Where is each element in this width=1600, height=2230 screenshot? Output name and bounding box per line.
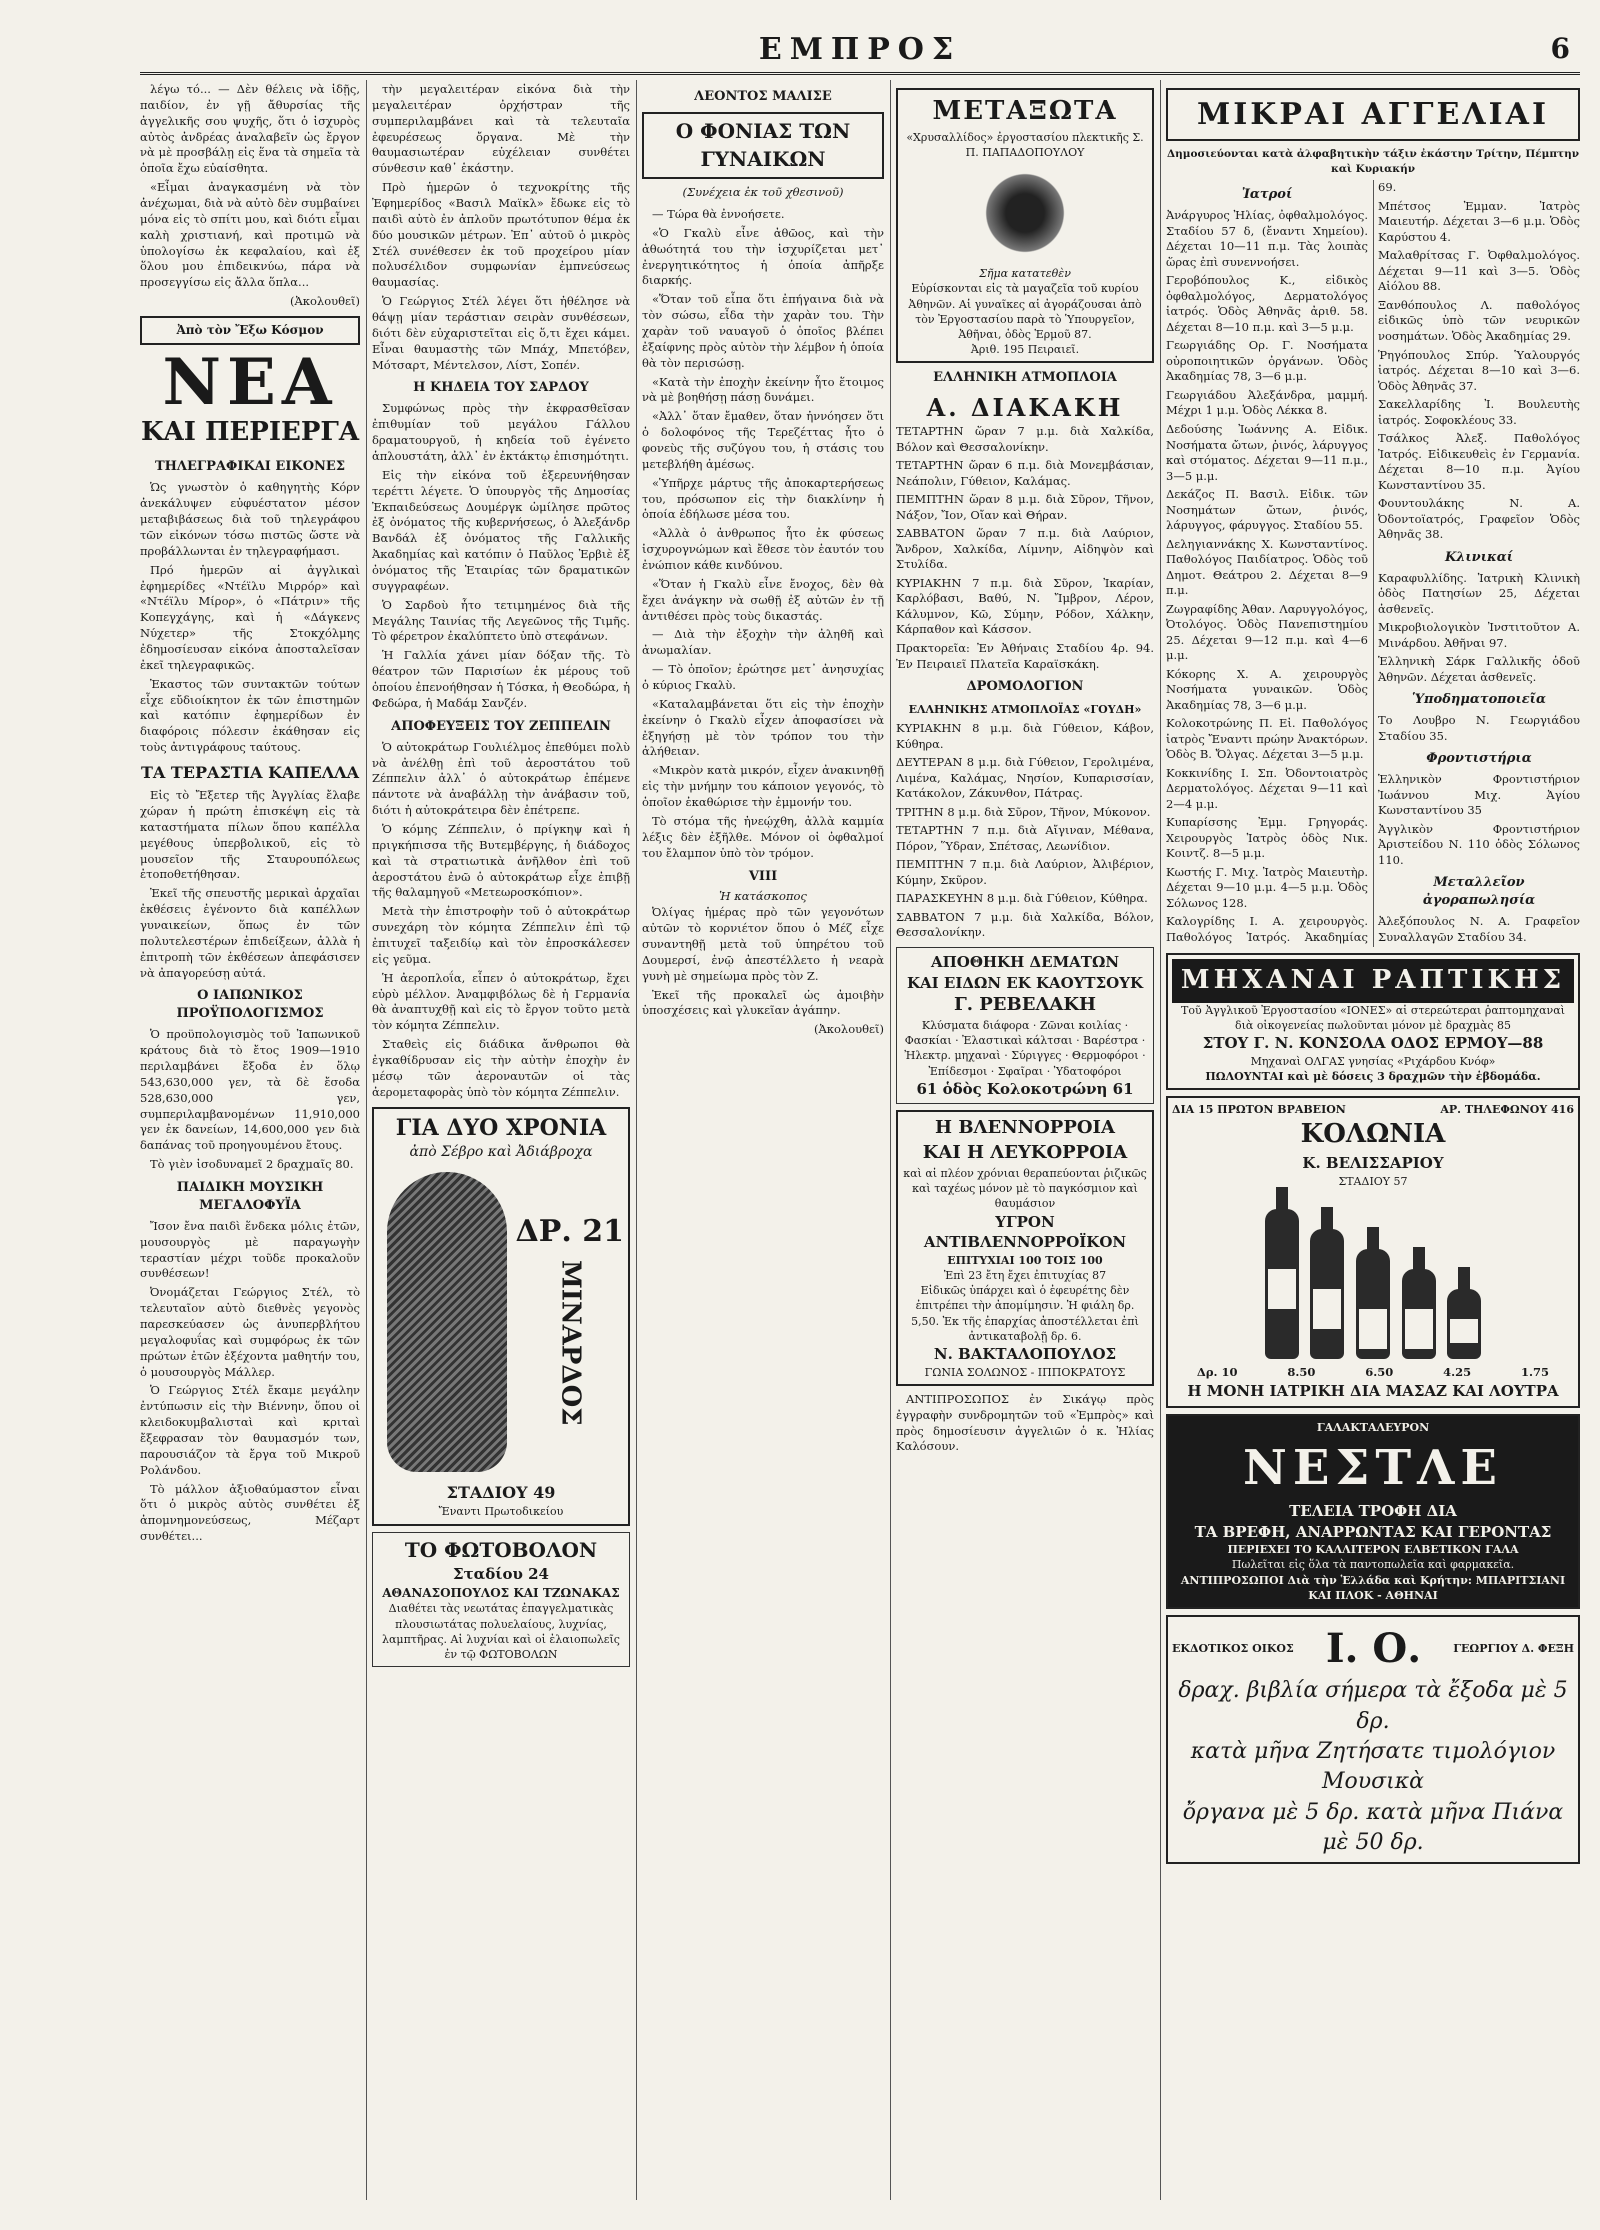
classified-entry: Ἀλεξόπουλος Ν. Α. Γραφεῖον Συναλλαγῶν Σταδίου 34. [1378, 914, 1580, 944]
schedule-list [896, 424, 1154, 672]
paragraph: Τὸ μάλλον ἀξιοθαύμαστον εἶναι ὅτι ὁ μικρὸς αὐτὸς συνθέτει ἐξ ἀπομνημονεύσεως, Μέζαρτ συνθέτει... [140, 1481, 360, 1544]
boot-advertisement [372, 1107, 630, 1526]
bottle-image [1310, 1229, 1344, 1359]
price-tag: 4.25 [1443, 1364, 1472, 1379]
feuilleton-subtitle: (Συνέχεια ἐκ τοῦ χθεσινοῦ) [682, 185, 844, 200]
column-rule [890, 80, 891, 2200]
ad-address: ΣΤΟΥ Γ. Ν. ΚΟΝΣΟΛΑ ΟΔΟΣ ΕΡΜΟΥ—88 [1202, 1034, 1544, 1053]
classifieds-header: ΜΙΚΡΑΙ ΑΓΓΕΛΙΑΙ [1166, 88, 1580, 141]
article-heading: ΠΑΙΔΙΚΗ ΜΟΥΣΙΚΗ ΜΕΓΑΛΟΦΥΪΑ [176, 1180, 324, 1213]
classified-list [1378, 772, 1580, 868]
paragraph: — Τὸ ὁποῖον; ἐρώτησε μετ᾽ ἀνησυχίας ὁ κύριος Γκαλὺ. [642, 662, 884, 693]
column-5 [1166, 82, 1580, 2202]
ad-brand: Ι. Ο. [1325, 1625, 1422, 1672]
continued-note: (Ἀκολουθεῖ) [290, 294, 360, 309]
ad-label: ΓΕΩΡΓΙΟΥ Δ. ΦΕΞΗ [1453, 1642, 1574, 1655]
classifieds-body [1166, 180, 1580, 946]
classified-entry: Ἀγγλικὸν Φροντιστήριον Ἀριστείδου Ν. 110 ὁδὸς Σόλωνος 110. [1378, 821, 1580, 867]
column-1 [140, 82, 360, 2202]
article-heading: Η ΚΗΔΕΙΑ ΤΟΥ ΣΑΡΔΟΥ [413, 380, 589, 396]
ad-text: Τοῦ Ἀγγλικοῦ Ἐργοστασίου «ΙΟΝΕΣ» αἱ στερεώτεραι ῥαπτομηχαναὶ διὰ οἰκογενείας πωλοῦνται μόνον μὲ δραχμὰς 85 [1181, 1003, 1565, 1032]
classified-entry: Γεωργιάδης Ορ. Γ. Νοσήματα οὐροποιητικῶν ὀργάνων. Ὁδὸς Ἀκαδημίας 78, 3—6 μ.μ. [1166, 338, 1368, 384]
ad-price-list [1172, 1365, 1574, 1381]
ad-title: ΑΠΟΘΗΚΗ ΔΕΜΑΤΩΝ [930, 952, 1120, 971]
column-rule [1160, 80, 1161, 2200]
classified-list [1378, 571, 1580, 686]
ad-success: ΕΠΙΤΥΧΙΑΙ 100 ΤΟΙΣ 100 [947, 1253, 1103, 1267]
classified-entry: Μπέτσος Ἐμμαν. Ἰατρὸς Μαιευτήρ. Δέχεται 3—6 μ.μ. Ὁδὸς Καρύστου 4. [1378, 198, 1580, 244]
classified-entry: Ἑλληνικὸν Φροντιστήριον Ἰωάννου Μιχ. Ἀγίου Κωνσταντίνου 35 [1378, 772, 1580, 818]
bottle-image [1356, 1249, 1390, 1359]
paragraph: «Ὅταν ἡ Γκαλὺ εἶνε ἔνοχος, δὲν θὰ ἔχει ἀνάγκην νὰ σωθῇ ἐξ αὐτῶν ἐν τῇ ἀντιθέσει πρὸς τοὺς δικαστάς. [642, 576, 884, 623]
schedule-entry: Πρακτορεῖα: Ἐν Ἀθήναις Σταδίου 4ρ. 94. Ἐν Πειραιεῖ Πλατεῖα Καραϊσκάκη. [896, 641, 1154, 671]
ad-product: ΥΓΡΟΝ ΑΝΤΙΒΛΕΝΝΟΡΡΟΪΚΟΝ [923, 1212, 1127, 1252]
ad-price: ΔΡ. 21 [515, 1213, 624, 1249]
price-tag: 8.50 [1287, 1364, 1316, 1379]
paragraph: «Ἀλλ᾽ ὅταν ἔμαθεν, ὅταν ἠννόησεν ὅτι ὁ δολοφόνος τῆς Τερεζέττας ἦτο ὁ φονεὺς τῆς συζύγου του, ἡ στάσις του μετεβλήθη ἀμέσως. [642, 409, 884, 471]
medicine-advertisement [896, 1110, 1154, 1385]
publisher-advertisement [1166, 1615, 1580, 1864]
ad-subtitle: Σταδίου 24 [452, 1565, 549, 1584]
lamp-advertisement [372, 1532, 630, 1668]
classified-entry: Το Λουβρο Ν. Γεωργιάδου Σταδίου 35. [1378, 713, 1580, 743]
paragraph: Ἴσον ἔνα παιδὶ ἕνδεκα μόλις ἐτῶν, μουσουργὸς μὲ παραγωγὴν τεραστίαν μέχρι τοῦδε προκαλοῦν συνθέσεων! [140, 1218, 360, 1281]
paragraph: Ὡς γνωστὸν ὁ καθηγητὴς Κόρν ἀνεκάλυψεν εὐφυέστατον μέσον μεταβιβάσεως διὰ τοῦ τηλεγράφου τῶν εἰκόνων τόσω πιστῶς ὥστε νὰ προβάλλωνται ἐν τηλεγραφήμασι. [140, 480, 360, 558]
schedule-list [896, 721, 1154, 941]
feuilleton-title: Ο ΦΟΝΙΑΣ ΤΩΝ ΓΥΝΑΙΚΩΝ [642, 112, 884, 179]
shipping-company: ΕΛΛΗΝΙΚΗΣ ΑΤΜΟΠΛΟΪΑΣ «ΓΟΥΔΗ» [908, 702, 1142, 716]
paragraph: Τὸ στόμα τῆς ἠνεῴχθη, ἀλλὰ καμμία λέξις δὲν ἐξῆλθε. Μόνον οἱ ὀφθαλμοί του ἔλαμπον ὑπὸ τὸν τρόμον. [642, 813, 884, 860]
classified-entry: Φουντουλάκης Ν. Α. Ὀδοντοϊατρός, Γραφεῖον Ὁδὸς Ἀθηνᾶς 38. [1378, 496, 1580, 542]
paragraph: Τὸ γιὲν ἰσοδυναμεῖ 2 δραχμαῖς 80. [150, 1157, 354, 1172]
classified-entry: Ζωγραφίδης Ἀθαν. Λαρυγγολόγος, Ὀτολόγος. Ὁδὸς Πανεπιστημίου 25. Δέχεται 9—12 π.μ. καὶ 4—6 μ.μ. [1166, 601, 1368, 663]
column-3 [642, 82, 884, 2202]
classified-entry: Δεδούσης Ἰωάννης Α. Εἰδικ. Νοσήματα ὤτων, ῥινός, λάρυγγος καὶ στόματος. Δέχεται 9—11 π.μ., 3—5 μ.μ. [1166, 422, 1368, 483]
ad-name: Γ. ΡΕΒΕΛΑΚΗ [953, 994, 1097, 1016]
classified-entry: Καραφυλλίδης. Ἱατρικὴ Κλινικὴ ὁδὸς Πατησίων 25, Δέχεται ἀσθενεῖς. [1378, 570, 1580, 616]
ad-agents: ΑΝΤΙΠΡΟΣΩΠΟΙ Διὰ τὴν Ἑλλάδα καὶ Κρήτην: ΜΠΑΡΙΤΣΙΑΝΙ ΚΑΙ ΠΛΟΚ - ΑΘΗΝΑΙ [1180, 1573, 1566, 1602]
ad-address: ΣΤΑΔΙΟΥ 49 [446, 1483, 556, 1503]
schedule-entry: ΠΕΜΠΤΗΝ ὥραν 8 μ.μ. διὰ Σῦρον, Τῆνον, Νάξον, Ἴον, Οἴαν καὶ Θήραν. [896, 492, 1154, 522]
ad-brand: ΜΙΝΑΡΔΟΣ [555, 1260, 586, 1426]
section-header: Ἀπὸ τὸν Ἔξω Κόσμον [140, 316, 360, 345]
classified-entry: Τσάλκος Ἀλεξ. Παθολόγος Ἰατρός. Εἰδικευθεὶς ἐν Γερμανία. Δέχεται 8—10 π.μ. Ἀγίου Κωνσταντίνου 35. [1378, 431, 1580, 492]
nea-subheader: ΚΑΙ ΠΕΡΙΕΡΓΑ [140, 416, 360, 447]
nea-header: ΝΕΑ [162, 344, 338, 420]
paragraph: Εἰς τὸ Ἔξετερ τῆς Ἀγγλίας ἔλαβε χώραν ἡ πρώτη ἐπισκέψη εἰς τὰ καταστήματα πίλων ὅπου καπέλλα μεγέθους ὑπερβολικοῦ, εἰς τὸ μουσεῖον τῆς Σταυρουπόλεως ἐτοποθετήθησαν. [140, 788, 360, 882]
trademark-emblem [980, 168, 1070, 258]
column-4 [896, 82, 1154, 2202]
ad-title: ΜΕΤΑΞΩΤΑ [932, 96, 1118, 126]
column-rule [636, 80, 637, 2200]
paragraph: «Ὁ Γκαλὺ εἶνε ἀθῶος, καὶ τὴν ἀθωότητά του τὴν ἰσχυρίζεται μετ᾽ ἐνεργητικότητος ἡ ὁποία ἀπῆρξε διαρκής. [642, 225, 884, 288]
ad-text: ΤΕΛΕΙΑ ΤΡΟΦΗ ΔΙΑ [1289, 1501, 1457, 1520]
article-heading: Ο ΙΑΠΩΝΙΚΟΣ ΠΡΟΫΠΟΛΟΓΙΣΜΟΣ [176, 988, 324, 1022]
chapter-number: VIII [748, 868, 778, 884]
ad-text: κατὰ μῆνα Ζητήσατε τιμολόγιον Μουσικὰ [1190, 1738, 1556, 1795]
bottle-image [1265, 1209, 1299, 1359]
paragraph: Ὀνομάζεται Γεώργιος Στέλ, τὸ τελευταῖον αὐτὸ διεθνὲς γεγονὸς παρεσκεύασεν ὡς ἀνυπερβλήτου μεγαλοφυΐας καὶ συμφόρως ἐκ τῶν πρώτων ἐτῶν ἐξέχοντα μαθητήν του, ὁ μουσουργὸς Μάλλερ. [140, 1285, 360, 1379]
price-tag: 1.75 [1521, 1364, 1550, 1379]
bottle-image [1447, 1289, 1481, 1359]
ad-text: ΠΩΛΟΥΝΤΑΙ καὶ μὲ δόσεις 3 δραχμῶν τὴν ἑβδομάδα. [1205, 1069, 1541, 1083]
paragraph: Ὁ Σαρδοὺ ἦτο τετιμημένος διὰ τῆς Μεγάλης Ταινίας τῆς Λεγεῶνος τῆς Τιμῆς. Τὸ φέρετρον ἐκαλύπτετο ὑπὸ στεφάνων. [372, 597, 630, 644]
paragraph: «Μικρὸν κατὰ μικρόν, εἶχεν ἀνακινηθῇ εἰς τὴν μνήμην του κάποιον γεγονός, τὸ ὁποῖον ἐκαθώρισε τὴν ἐμμονήν του. [642, 763, 884, 810]
bottle-image [1402, 1269, 1436, 1359]
ad-items: Κλύσματα διάφορα · Ζῶναι κοιλίας · Φασκίαι · Ἐλαστικαὶ κάλτσαι · Βαρέστρα · Ἠλεκτρ. μηχαναὶ · Σύριγγες · Θερμοφόροι · Ἐπίδεσμοι · Σφαῖραι · Ὑδατοφόροι [904, 1019, 1146, 1078]
boot-image [387, 1172, 507, 1472]
article-heading: ΤΗΛΕΓΡΑΦΙΚΑΙ ΕΙΚΟΝΕΣ [154, 459, 346, 475]
paragraph: — Διὰ τὴν ἐξοχὴν τὴν ἀληθῆ καὶ ἀνωμαλίαν. [642, 627, 884, 658]
paragraph: Ἐκεῖ τῆς σπευστῆς μερικαὶ ἀρχαῖαι ἐκθέσεις ἐγένοντο διὰ καπέλλων γυναικείων, ὅπως ἐν τῶν πολυτελεστέρων ἐπιδείξεων, ἀλλὰ ἡ ἐπιτροπὴ τῶν ἐκθέσεων ἀπεφάσισεν νὰ ἀπαγορεύσῃ αὐτά. [140, 886, 360, 980]
page-number: 6 [1550, 32, 1570, 65]
shipping-heading: ΔΡΟΜΟΛΟΓΙΟΝ [966, 679, 1084, 695]
price-tag: 6.50 [1365, 1364, 1394, 1379]
ad-title: ΚΑΙ Η ΛΕΥΚΟΡΡΟΙΑ [922, 1142, 1128, 1164]
ad-text: ὄργανα μὲ 5 δρ. κατὰ μῆνα Πιάνα μὲ 50 δρ. [1182, 1799, 1564, 1855]
paragraph: Ἡ ἀεροπλοΐα, εἶπεν ὁ αὐτοκράτωρ, ἔχει εὐρὺ μέλλον. Ἀναμφιβόλως δὲ ἡ Γερμανία θὰ ἀναπτυχθῇ καὶ εἰς τὸ ἔργον τοῦτο μετὰ τὸν κόμητα Ζέππελιν. [372, 970, 630, 1033]
paragraph: ΑΝΤΙΠΡΟΣΩΠΟΣ ἐν Σικάγῳ πρὸς ἐγγραφὴν συνδρομητῶν τοῦ «Ἐμπρὸς» καὶ πρὸς δημοσίευσιν ἀγγελιῶν ὁ κ. Ἠλίας Καλόσουν. [896, 1391, 1154, 1454]
schedule-entry: ΠΕΜΠΤΗΝ 7 π.μ. διὰ Λαύριον, Ἀλιβέριον, Κύμην, Σκῦρον. [896, 857, 1154, 887]
classified-entry: Ἀνάργυρος Ἠλίας, ὀφθαλμολόγος. Σταδίου 57 δ, (ἔναντι Χημείου). Δέχεται 10—11 π.μ. Τὰς λοιπὰς ὥρας ἐπὶ συνεννοήσει. [1166, 208, 1368, 269]
newspaper-page [140, 30, 1580, 2210]
article-heading: ΤΑ ΤΕΡΑΣΤΙΑ ΚΑΠΕΛΛΑ [141, 763, 359, 782]
classified-entry: Κωστής Γ. Μιχ. Ἰατρὸς Μαιευτὴρ. Δέχεται 9—10 μ.μ. 4—5 μ.μ. Ὁδὸς Σόλωνος 128. [1166, 864, 1368, 910]
ad-subheader: ἀπὸ Σέβρο καὶ Ἀδιάβροχα [409, 1143, 593, 1160]
paragraph: λέγω τό... — Δὲν θέλεις νὰ ἰδῇς, παιδίον, ἐν γῇ ἄθυρσίας τῆς ἀγγελικῆς σου ψυχῆς, ὅτι ὁ ἰσχυρὸς αὐτὸς ἀνδρέας ἀναλαβεῖν ὡς ἔργον νὰ μὲ προσβάλῃ εἰς ἕνα τὰ σημεῖα τὰ ὁποῖα ἔχω εὐαίσθητα. [140, 82, 360, 176]
ad-subtitle: «Χρυσαλλίδος» ἐργοστασίου πλεκτικῆς Σ. Π. ΠΑΠΑΔΟΠΟΥΛΟΥ [906, 130, 1144, 160]
paragraph: — Τώρα θὰ ἐννοήσετε. [652, 206, 785, 221]
classified-entry: Κόκορης Χ. Α. χειρουργὸς Νοσήματα γυναικῶν. Ὁδὸς Ἀκαδημίας 78, 3—6 μ.μ. [1166, 666, 1368, 712]
ad-text: Μηχαναὶ ΟΛΓΑΣ γνησίας «Ριχάρδου Κνόφ» [1250, 1054, 1496, 1068]
classified-entry: Γεροβόπουλος Κ., εἰδικὸς ὀφθαλμολόγος, Δερματολόγος ἰατρός. Ὁδὸς Ἀθηνᾶς ἀριθ. 58. Δέχεται 8—10 π.μ. καὶ 3—5 μ.μ. [1166, 273, 1368, 334]
paragraph: Ὁ Γεώργιος Στέλ ἔκαμε μεγάλην ἐντύπωσιν εἰς τὴν Βιέννην, ὅπου οἱ κλειδοκυμβαλισταὶ καὶ κριταὶ ἔξεφρασαν τὸν θαυμασμόν των, παρουσιάζον τὰ ἔργα τοῦ Μικροῦ Ρολάνδου. [140, 1383, 360, 1477]
paragraph: Ὀλίγας ἡμέρας πρὸ τῶν γεγονότων αὐτῶν τὸ κορνιέτον ὅπου ὁ Μέζ εἶχε συναντηθῇ μετὰ τοῦ ὑπηρέτου τοῦ Δουμερσί, ἐνῷ ἀπεστέλλετο ἡ νεαρὰ γυνὴ μὲ σημείωμα πρὸς τὸν Ζ. [642, 905, 884, 983]
category-heading: Ἰατροί [1241, 187, 1293, 203]
ad-phone: ΑΡ. ΤΗΛΕΦΩΝΟΥ 416 [1440, 1103, 1574, 1117]
ad-text: ΠΕΡΙΕΧΕΙ ΤΟ ΚΑΛΛΙΤΕΡΟΝ ΕΛΒΕΤΙΚΟΝ ΓΑΛΑ [1227, 1543, 1519, 1557]
nestle-advertisement [1166, 1414, 1580, 1609]
ad-subtitle: ΚΑΙ ΕΙΔΩΝ ΕΚ ΚΑΟΥΤΣΟΥΚ [906, 973, 1143, 992]
classified-entry: Κυπαρίσσης Ἐμμ. Γρηγοράς. Χειρουργὸς Ἱατρὸς ὁδὸς Νικ. Κοιντζ. 8—5 μ.μ. [1166, 815, 1368, 861]
schedule-entry: ΤΕΤΑΡΤΗΝ ὥραν 6 π.μ. διὰ Μονεμβάσιαν, Νεάπολιν, Γύθειον, Καλάμας. [896, 458, 1154, 488]
paragraph: «Ὅταν τοῦ εἶπα ὅτι ἐπήγαινα διὰ νὰ τὸν σώσω, εἶδα τὴν χαρὰν του. Τὴν χαρὰν τοῦ ναυαγοῦ ὁ ὁποῖος βλέπει ἐξαίφνης πρὸς αὐτὸν τὴν λέμβον ἡ ὁποία θὰ τὸν περισώσῃ. [642, 292, 884, 370]
ad-address: 61 ὁδὸς Κολοκοτρώνη 61 [916, 1079, 1134, 1098]
sewing-machine-advertisement [1166, 953, 1580, 1090]
paragraph: Συμφώνως πρὸς τὴν ἐκφρασθεῖσαν ἐπιθυμίαν τοῦ μεγάλου Γάλλου δραματουργοῦ, ἡ κηδεία τοῦ ἐγένετο ἁπλουστάτη, ἀλλ᾽ ἐν ἐκτάκτῳ ἐπισημότητι. [372, 401, 630, 463]
ad-text: Εὑρίσκονται εἰς τὰ μαγαζεῖα τοῦ κυρίου Ἀθηνῶν. Αἱ γυναῖκες αἱ ἀγοράζουσαι ἀπὸ τὸν Ἐργοστασίου παρὰ τὸ Ὑπουργεῖον, Ἀθῆναι, ὁδὸς Ἑρμοῦ 87. [908, 282, 1142, 341]
paragraph: Ἐκαστος τῶν συντακτῶν τούτων εἶχε εὔδιοίκητον ἐκ τῶν ἐπιστημῶν καὶ κατόπιν ἐφημερίδων ἐν διαφόροις πόλεσιν ἐκάθησαν εἰς τοὺς ἀντιγράφους ταύτους. [140, 676, 360, 755]
rubber-goods-advertisement [896, 947, 1154, 1105]
paragraph: τὴν μεγαλειτέραν εἰκόνα διὰ τὴν μεγαλειτέραν ὀρχήστραν τῆς συμπεριλαμβάνει καὶ τὰ τελευταῖα ἐφευρέσεως ὄργανα. Μὲ τὴν θαυμασιωτέραν εὐχέλειαν συνθέτει σύνθεσιν καθ᾽ ἑκάστην. [372, 82, 630, 176]
paragraph: Ὁ κόμης Ζέππελιν, ὁ πρίγκηψ καὶ ἡ πριγκήπισσα τῆς Βυτεμβέργης, ἡ διάδοχος καὶ τὰ στρατιωτικὰ ἀνῆλθον ἐπὶ τοῦ ἀεροστάτου ἐνῶ ὁ αὐτοκράτωρ εἶχε ἐπιβῇ τῆς θαλαμηγοῦ «Μετεωροσκόπιον». [372, 821, 630, 900]
paragraph: Πρὸ ἡμερῶν ὁ τεχνοκρίτης τῆς Ἐφημερίδος «Βασιλ Μαϊκλ» ἔδωκε εἰς τὸ παιδὶ αὐτὸ ἐν ἀπλοῦν πρωτότυπον θέμα ἐκ δύο μουσικῶν μέτρων. Ἐπ᾽ αὐτοῦ ὁ μικρὸς Στέλ συνέθεσεν ἐκ τοῦ προχείρου μίαν πολυσέλιδον συμφωνίαν ἐμπνεύσεως θαυμασίας. [372, 180, 630, 290]
price-tag: Δρ. 10 [1196, 1364, 1238, 1379]
classified-entry: Κοκκινίδης Ι. Σπ. Ὀδοντοιατρὸς Δερματολόγος. Δέχεται 9—11 καὶ 2—4 μ.μ. [1166, 765, 1368, 811]
ad-address: ΣΤΑΔΙΟΥ 57 [1338, 1174, 1408, 1188]
category-heading: Φροντιστήρια [1426, 751, 1532, 767]
paragraph: Εἰς τὴν εἰκόνα τοῦ ἐξερευνήθησαν τερέττι λέγετε. Ὁ ὑπουργὸς τῆς Δημοσίας Ἐκπαιδεύσεως Δουμέργκ ὡμίλησε πρῶτος ἐξ ὀνόματος τῆς κυβερνήσεως, ὁ Ἀλεξάνδρ Βανδάλ ἐξ ὀνόματος τῆς Γαλλικῆς Ἀκαδημίας καὶ κατόπιν ὁ Παῦλος Ἐρβιὲ ἐξ ὀνόματος τῆς Ἑταιρίας τῶν δραματικῶν συγγραφέων. [372, 467, 630, 593]
schedule-entry: ΔΕΥΤΕΡΑΝ 8 μ.μ. διὰ Γύθειον, Γερολιμένα, Λιμένα, Καλάμας, Νησίον, Κυπαρισσίαν, Κατάκολον, Ζάκυνθον, Πάτρας. [896, 755, 1154, 801]
paragraph: Ὁ Γεώργιος Στέλ λέγει ὅτι ἠθέλησε νὰ θάψῃ μίαν τεράστιαν σειρὰν συνθέσεων, διότι δὲν εὐχαριστεῖται εἰς ὅ,τι ἔχει κάμει. Εἶναι θαυμαστὴς τῶν Μπάχ, Μπετόβεν, Μότσαρτ, Μέντελσον, Λίστ, Σοπέν. [372, 294, 630, 372]
classified-entry: Μαλαθρίτσας Γ. Ὀφθαλμολόγος. Δέχεται 9—11 καὶ 3—5. Ὁδὸς Αἰόλου 88. [1378, 248, 1580, 294]
cologne-advertisement [1166, 1096, 1580, 1407]
silk-advertisement [896, 88, 1154, 363]
category-heading: Μεταλλεῖον ἀγοραπωλησία [1422, 875, 1536, 909]
schedule-entry: ΣΑΒΒΑΤΟΝ 7 μ.μ. διὰ Χαλκίδα, Βόλον, Θεσσαλονίκην. [896, 909, 1154, 940]
ad-label: ΕΚΔΟΤΙΚΟΣ ΟΙΚΟΣ [1172, 1642, 1294, 1655]
classified-entry: Καλογρίδης Ι. Α. χειρουργὸς. Παθολόγος Ἱατρός. Ἀκαδημίας 69. [1166, 180, 1397, 944]
ad-award: ΔΙΑ 15 ΠΡΩΤΟΝ ΒΡΑΒΕΙΟΝ [1172, 1103, 1346, 1117]
paragraph: Σταθεὶς εἰς διάδικα ἄνθρωποι θὰ ἐγκαθίδρυσαν εἰς τὴν αὐτὴν ἐποχὴν ἐν μέσῳ τῶν ἀεροναυτῶν οἱ τὰς ἀερομεταφορὰς ὑπὸ τὸν κόμητα Ζέππελιν. [372, 1037, 630, 1099]
classified-entry: Κολοκοτρώνης Π. Εἰ. Παθολόγος ἰατρὸς Ἔναντι πρώην Ἀνακτόρων. Ὁδὸς Β. Ὄλγας. Δέχεται 3—5 μ.μ. [1166, 716, 1368, 762]
shipping-company: Α. ΔΙΑΚΑΚΗ [926, 393, 1124, 423]
ad-address: ΓΩΝΙΑ ΣΟΛΩΝΟΣ - ΙΠΠΟΚΡΑΤΟΥΣ [924, 1365, 1126, 1379]
paragraph: Ἐκεῖ τῆς προκαλεῖ ὡς ἀμοιβὴν ὑποσχέσεις καὶ γλυκεῖαν ἀγάπην. [642, 987, 884, 1018]
classified-entry: Ξανθόπουλος Λ. παθολόγος εἰδικῶς ὑπὸ τῶν νευρικῶν νοσημάτων. Ὁδὸς Ἀκαδημίας 29. [1378, 297, 1580, 343]
masthead-title: ΕΜΠΡΟΣ [758, 32, 962, 67]
ad-title: Η ΒΛΕΝΝΟΡΡΟΙΑ [935, 1117, 1115, 1139]
ad-text: Πωλεῖται εἰς ὅλα τὰ παντοπωλεῖα καὶ φαρμακεῖα. [1231, 1558, 1515, 1572]
classified-entry: Μικροβιολογικὸν Ἰνστιτοῦτον Α. Μινάρδου. Ἀθῆναι 97. [1378, 620, 1580, 650]
ad-tail: Ἀριθ. 195 Πειραιεῖ. [970, 343, 1080, 357]
paragraph: Ὁ αὐτοκράτωρ Γουλιέλμος ἐπεθύμει πολὺ νὰ ἀνέλθῃ ἐπὶ τοῦ ἀεροστάτου τοῦ Ζέππελιν ἀλλ᾽ ὁ αὐτοκράτωρ ἐπέμενε πάντοτε νὰ ἀναβάλλῃ τὴν ἀνάβασιν τοῦ, διότι ἡ αὐτοκράτειρα δὲν ἐπέτρεπε. [372, 739, 630, 818]
schedule-entry: ΚΥΡΙΑΚΗΝ 7 π.μ. διὰ Σῦρον, Ἰκαρίαν, Καρλόβασι, Βαθύ, Ν. Ἴμβρον, Λέρον, Κάλυμνον, Κῶ, Σύμην, Ρόδον, Χάλκην, Κάρπαθον καὶ Κάσσον. [896, 575, 1154, 637]
schedule-entry: ΤΕΤΑΡΤΗΝ 7 π.μ. διὰ Αἴγιναν, Μέθανα, Πόρον, Ὕδραν, Σπέτσας, Λεωνίδιον. [896, 823, 1154, 853]
schedule-entry: ΤΕΤΑΡΤΗΝ ὥραν 7 μ.μ. διὰ Χαλκίδα, Βόλον καὶ Θεσσαλονίκην. [896, 424, 1154, 454]
ad-title: ΤΟ ΦΩΤΟΒΟΛΟΝ [404, 1537, 598, 1562]
column-2 [372, 82, 630, 2202]
paragraph: Μετὰ τὴν ἐπιστροφὴν τοῦ ὁ αὐτοκράτωρ συνεχάρη τὸν κόμητα Ζέππελιν ἐπὶ τῷ ἐπιτυχεῖ ταξειδίῳ καὶ τὸν ἐπροσκάλεσεν εἰς γεῦμα. [372, 904, 630, 966]
schedule-entry: ΠΑΡΑΣΚΕΥΗΝ 8 μ.μ. διὰ Γύθειον, Κύθηρα. [896, 891, 1148, 906]
classified-entry: Ῥηγόπουλος Σπύρ. Ὑαλουργός ἰατρός. Δέχεται 8—10 καὶ 3—6. Ὁδὸς Ἀθηνᾶς 37. [1378, 347, 1580, 393]
paragraph: «Εἶμαι ἀναγκασμένη νὰ τὸν ἀνέχωμαι, διὰ νὰ αὐτὸ δὲν συμβαίνει μόνα εἰς τὸ σπίτι μου, καὶ διότι εἶμαι καλὴ χριστιανή, καὶ προτιμῶ νὰ ὑπολογίσω ἐκ κεφαλαίου, καὶ ἐξ ὅλου μου ἐπιδεικνύω, πάρα νὰ προσεγγίσω εἰς ἄλλα ὅπλα... [140, 180, 360, 290]
ad-text: δραχ. βιβλία σήμερα τὰ ἔξοδα μὲ 5 δρ. [1178, 1678, 1568, 1734]
classifieds-subheader: Δημοσιεύονται κατὰ ἀλφαβητικὴν τάξιν ἐκάστην Τρίτην, Πέμπτην καὶ Κυριακήν [1166, 148, 1580, 175]
ad-brand: ΝΕΣΤΛΕ [1243, 1439, 1503, 1496]
paragraph: «Καταλαμβάνεται ὅτι εἰς τὴν ἐποχὴν ἐκείνην ὁ Γκαλὺ εἶχεν ἀποφασίσει νὰ ἐξηγήσῃ μὲ τὸν τρόπον του τὴν ἀλήθειαν. [642, 696, 884, 759]
paragraph: Πρό ἡμερῶν αἱ ἀγγλικαὶ ἐφημερίδες «Ντέϊλυ Μιρρόρ» καὶ «Ντέϊλυ Μίρορ», ὁ «Πάτριν» τῆς Κοπεγχάγης, καὶ ἡ «Δάγκενς Νύχετερ» τῆς Στοκχόλμης ἐδημοσίευσαν εἰκόνα ἀποσταλεῖσαν ἐκεῖ τηλεγραφικῶς. [140, 562, 360, 672]
ad-text: καὶ αἱ πλέον χρόνιαι θεραπεύονται ῥιζικῶς καὶ ταχέως μόνον μὲ τὸ παγκόσμιον καὶ θαυμάσιον [903, 1167, 1147, 1211]
masthead [140, 30, 1580, 75]
continued-note: (Ἀκολουθεῖ) [814, 1022, 884, 1037]
ad-since: Ἐπὶ 23 ἔτη ἔχει ἐπιτυχίας 87 [943, 1269, 1107, 1283]
classified-entry: Γεωργιάδου Ἀλεξάνδρα, μαμμή. Μέχρι 1 μ.μ. Ὁδὸς Λέκκα 8. [1166, 387, 1368, 418]
schedule-entry: ΤΡΙΤΗΝ 8 μ.μ. διὰ Σῦρον, Τῆνον, Μύκονον. [896, 804, 1151, 819]
category-heading: Κλινικαί [1444, 549, 1514, 565]
category-heading: Ὑποδηματοποιεῖα [1412, 692, 1546, 708]
classified-entry: Σακελλαρίδης Ἰ. Βουλευτὴς ἰατρός. Σοφοκλέους 33. [1378, 397, 1580, 427]
article-heading: ΑΠΟΦΕΥΞΕΙΣ ΤΟΥ ΖΕΠΠΕΛΙΝ [391, 718, 611, 734]
ad-text: Εἰδικῶς ὑπάρχει καὶ ὁ ἐφευρέτης δὲν ἐπιτρέπει τὴν ἀπομίμησιν. Ἡ φιάλη δρ. 5,50. Ἐκ τῆς ἐπαρχίας ἀποστέλλεται ἐπὶ ἀντικαταβολῇ δρ. 6. [911, 1284, 1139, 1343]
ad-name: Κ. ΒΕΛΙΣΣΑΡΙΟΥ [1302, 1154, 1444, 1173]
ad-title: ΚΟΛΩΝΙΑ [1300, 1119, 1446, 1150]
ad-text: ΤΑ ΒΡΕΦΗ, ΑΝΑΡΡΩΝΤΑΣ ΚΑΙ ΓΕΡΟΝΤΑΣ [1194, 1522, 1552, 1541]
paragraph: Ἡ Γαλλία χάνει μίαν δόξαν τῆς. Τὸ θέατρον τῶν Παρισίων ἐκ μέρους τοῦ ὁποίου ἐπενοήθησαν ἡ Τόσκα, ἡ Θεοδώρα, ἡ Φεδώρα, ἡ Μαδάμ Σανζέν. [372, 648, 630, 710]
classified-list [1378, 713, 1580, 744]
column-rule [366, 80, 367, 2200]
classified-entry: Ἑλληνικὴ Σάρκ Γαλλικῆς ὁδοῦ Ἀθηνῶν. Δέχεται ἀσθενεῖς. [1378, 654, 1580, 684]
chapter-title: Ἡ κατάσκοπος [719, 889, 807, 904]
feuilleton-author: ΛΕΟΝΤΟΣ ΜΑΛΙΣΕ [694, 89, 832, 104]
paragraph: «Ὑπῆρχε μάρτυς τῆς ἀποκαρτερήσεως του, πρόσωπον εἰς τὴν διακλίνην ἡ ὁποία ἐδήλωσε μέσα του. [642, 475, 884, 522]
classified-entry: Δεκάζος Π. Βασιλ. Εἰδικ. τῶν Νοσημάτων ὤτων, ῥινός, λάρυγγος, φάρυγγος. Σταδίου 55. [1166, 487, 1368, 533]
paragraph: «Ἀλλὰ ὁ ἀνθρωπος ἦτο ἐκ φύσεως ἰσχυρογνώμων καὶ ἔθεσε τὸν ἑαυτόν του ἐνώπιον κάθε κινδύνου. [642, 526, 884, 573]
ad-agent: Ν. ΒΑΚΤΑΛΟΠΟΥΛΟΣ [933, 1345, 1117, 1363]
ad-names: ΑΘΑΝΑΣΟΠΟΥΛΟΣ ΚΑΙ ΤΖΩΝΑΚΑΣ [382, 1585, 620, 1600]
paragraph: Ὁ προϋπολογισμὸς τοῦ Ἰαπωνικοῦ κράτους διὰ τὸ ἔτος 1909—1910 περιλαμβάνει ἔξοδα ἐν ὅλῳ 543,630,000 γεν, τὰ δὲ ἔσοδα 528,630,000 γεν, συμπεριλαμβανομένων 11,910,000 γεν ἐκ δανείων, 14,600,000 γεν διὰ δαπάνας τοῦ προηγουμένου ἔτους. [140, 1027, 360, 1153]
schedule-entry: ΣΑΒΒΑΤΟΝ ὥραν 7 π.μ. διὰ Λαύριον, Ἄνδρον, Χαλκίδα, Λίμνην, Αἰδηψὸν καὶ Στυλίδα. [896, 526, 1154, 572]
ad-title: ΜΗΧΑΝΑΙ ΡΑΠΤΙΚΗΣ [1172, 959, 1574, 1003]
ad-product-type: ΓΑΛΑΚΤΑΛΕΥΡΟΝ [1316, 1420, 1430, 1434]
ad-address-note: Ἔναντι Πρωτοδικείου [438, 1505, 564, 1519]
shipping-heading: ΕΛΛΗΝΙΚΗ ΑΤΜΟΠΛΟΙΑ [933, 370, 1117, 386]
ad-footer: Η ΜΟΝΗ ΙΑΤΡΙΚΗ ΔΙΑ ΜΑΣΑΖ ΚΑΙ ΛΟΥΤΡΑ [1187, 1381, 1559, 1400]
paragraph: «Κατὰ τὴν ἐποχὴν ἐκείνην ἦτο ἕτοιμος νὰ μὲ βοηθήσῃ πάσῃ δυνάμει. [642, 374, 884, 405]
ad-header: ΓΙΑ ΔΥΟ ΧΡΟΝΙΑ [395, 1114, 607, 1141]
ad-trademark-label: Σῆμα κατατεθὲν [979, 267, 1071, 281]
schedule-entry: ΚΥΡΙΑΚΗΝ 8 μ.μ. διὰ Γύθειον, Κάβον, Κύθηρα. [896, 721, 1154, 751]
ad-text: Διαθέτει τὰς νεωτάτας ἐπαγγελματικὰς πλουσιωτάτας πολυελαίους, λυχνίας, λαμπτῆρας. Αἱ λυχνίαι καὶ οἱ ἐλαιοπωλεῖς ἐν τῷ ΦΩΤΟΒΟΛΩΝ [382, 1602, 620, 1661]
classified-entry: Δεληγιαννάκης Χ. Κωνσταντίνος. Παθολόγος Παιδίατρος. Ὁδὸς τοῦ Δημοτ. Θεάτρου 2. Δέχεται 8—9 π.μ. [1166, 536, 1368, 598]
